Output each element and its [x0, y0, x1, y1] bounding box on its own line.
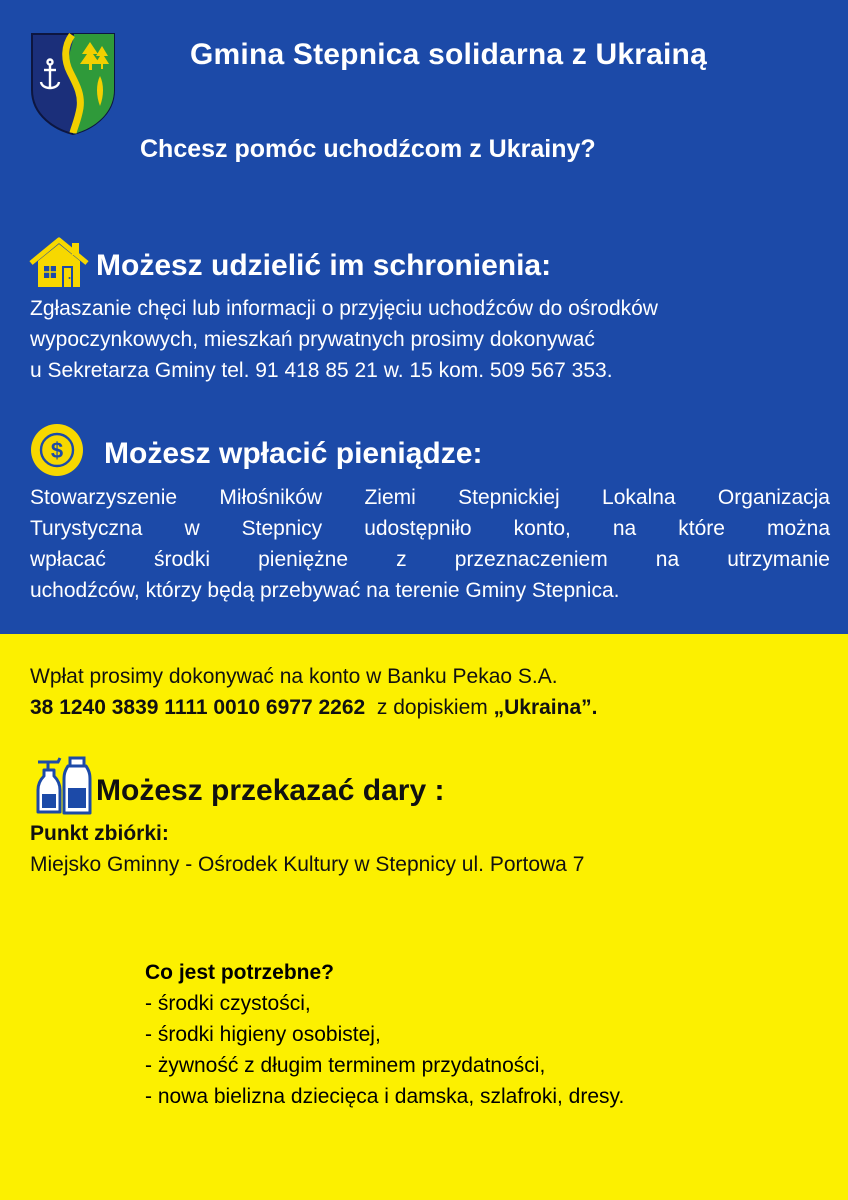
page-title: Gmina Stepnica solidarna z Ukrainą	[190, 38, 707, 71]
money-line: wpłacać środki pieniężne z przeznaczeniem na utrzymanie	[30, 548, 830, 571]
coin-icon	[30, 423, 84, 477]
collection-point-label: Punkt zbiórki:	[30, 822, 169, 845]
shelter-paragraph	[30, 293, 830, 386]
bank-account-line	[30, 692, 830, 723]
needs-item: - nowa bielizna dziecięca i damska, szlafroki, dresy.	[145, 1085, 625, 1108]
bank-note-keyword: „Ukraina”.	[493, 696, 598, 719]
donations-heading: Możesz przekazać dary :	[96, 774, 445, 807]
coat-of-arms-icon	[30, 32, 116, 136]
collection-point-address: Miejsko Gminny - Ośrodek Kultury w Stepnicy ul. Portowa 7	[30, 853, 585, 876]
needs-heading: Co jest potrzebne?	[145, 961, 335, 984]
shelter-line: Zgłaszanie chęci lub informacji o przyjęciu uchodźców do ośrodków	[30, 297, 658, 320]
money-paragraph	[30, 482, 830, 606]
money-line: Turystyczna w Stepnicy udostępniło konto, na które można	[30, 517, 830, 540]
shelter-heading: Możesz udzielić im schronienia:	[96, 249, 552, 282]
needs-list	[145, 957, 624, 1112]
question-heading: Chcesz pomóc uchodźcom z Ukrainy?	[140, 135, 596, 163]
yellow-section	[0, 634, 848, 1200]
needs-item: - żywność z długim terminem przydatności,	[145, 1054, 546, 1077]
bank-account-number: 38 1240 3839 1111 0010 6977 2262	[30, 696, 366, 719]
donations-paragraph	[30, 818, 830, 880]
needs-item: - środki higieny osobistej,	[145, 1023, 381, 1046]
money-line: uchodźców, którzy będą przebywać na terenie Gminy Stepnica.	[30, 579, 620, 602]
money-line: Stowarzyszenie Miłośników Ziemi Stepnickiej Lokalna Organizacja	[30, 486, 830, 509]
bank-paragraph	[30, 661, 830, 723]
bank-note-text: z dopiskiem	[365, 696, 494, 719]
needs-item: - środki czystości,	[145, 992, 311, 1015]
svg-text:$: $	[50, 438, 64, 463]
cleaning-bottles-icon	[34, 756, 92, 816]
bank-line: Wpłat prosimy dokonywać na konto w Banku Pekao S.A.	[30, 665, 558, 688]
house-icon	[28, 236, 90, 290]
shelter-line: u Sekretarza Gminy tel. 91 418 85 21 w. 15 kom. 509 567 353.	[30, 359, 613, 382]
money-heading: Możesz wpłacić pieniądze:	[104, 437, 483, 470]
shelter-line: wypoczynkowych, mieszkań prywatnych prosimy dokonywać	[30, 328, 595, 351]
